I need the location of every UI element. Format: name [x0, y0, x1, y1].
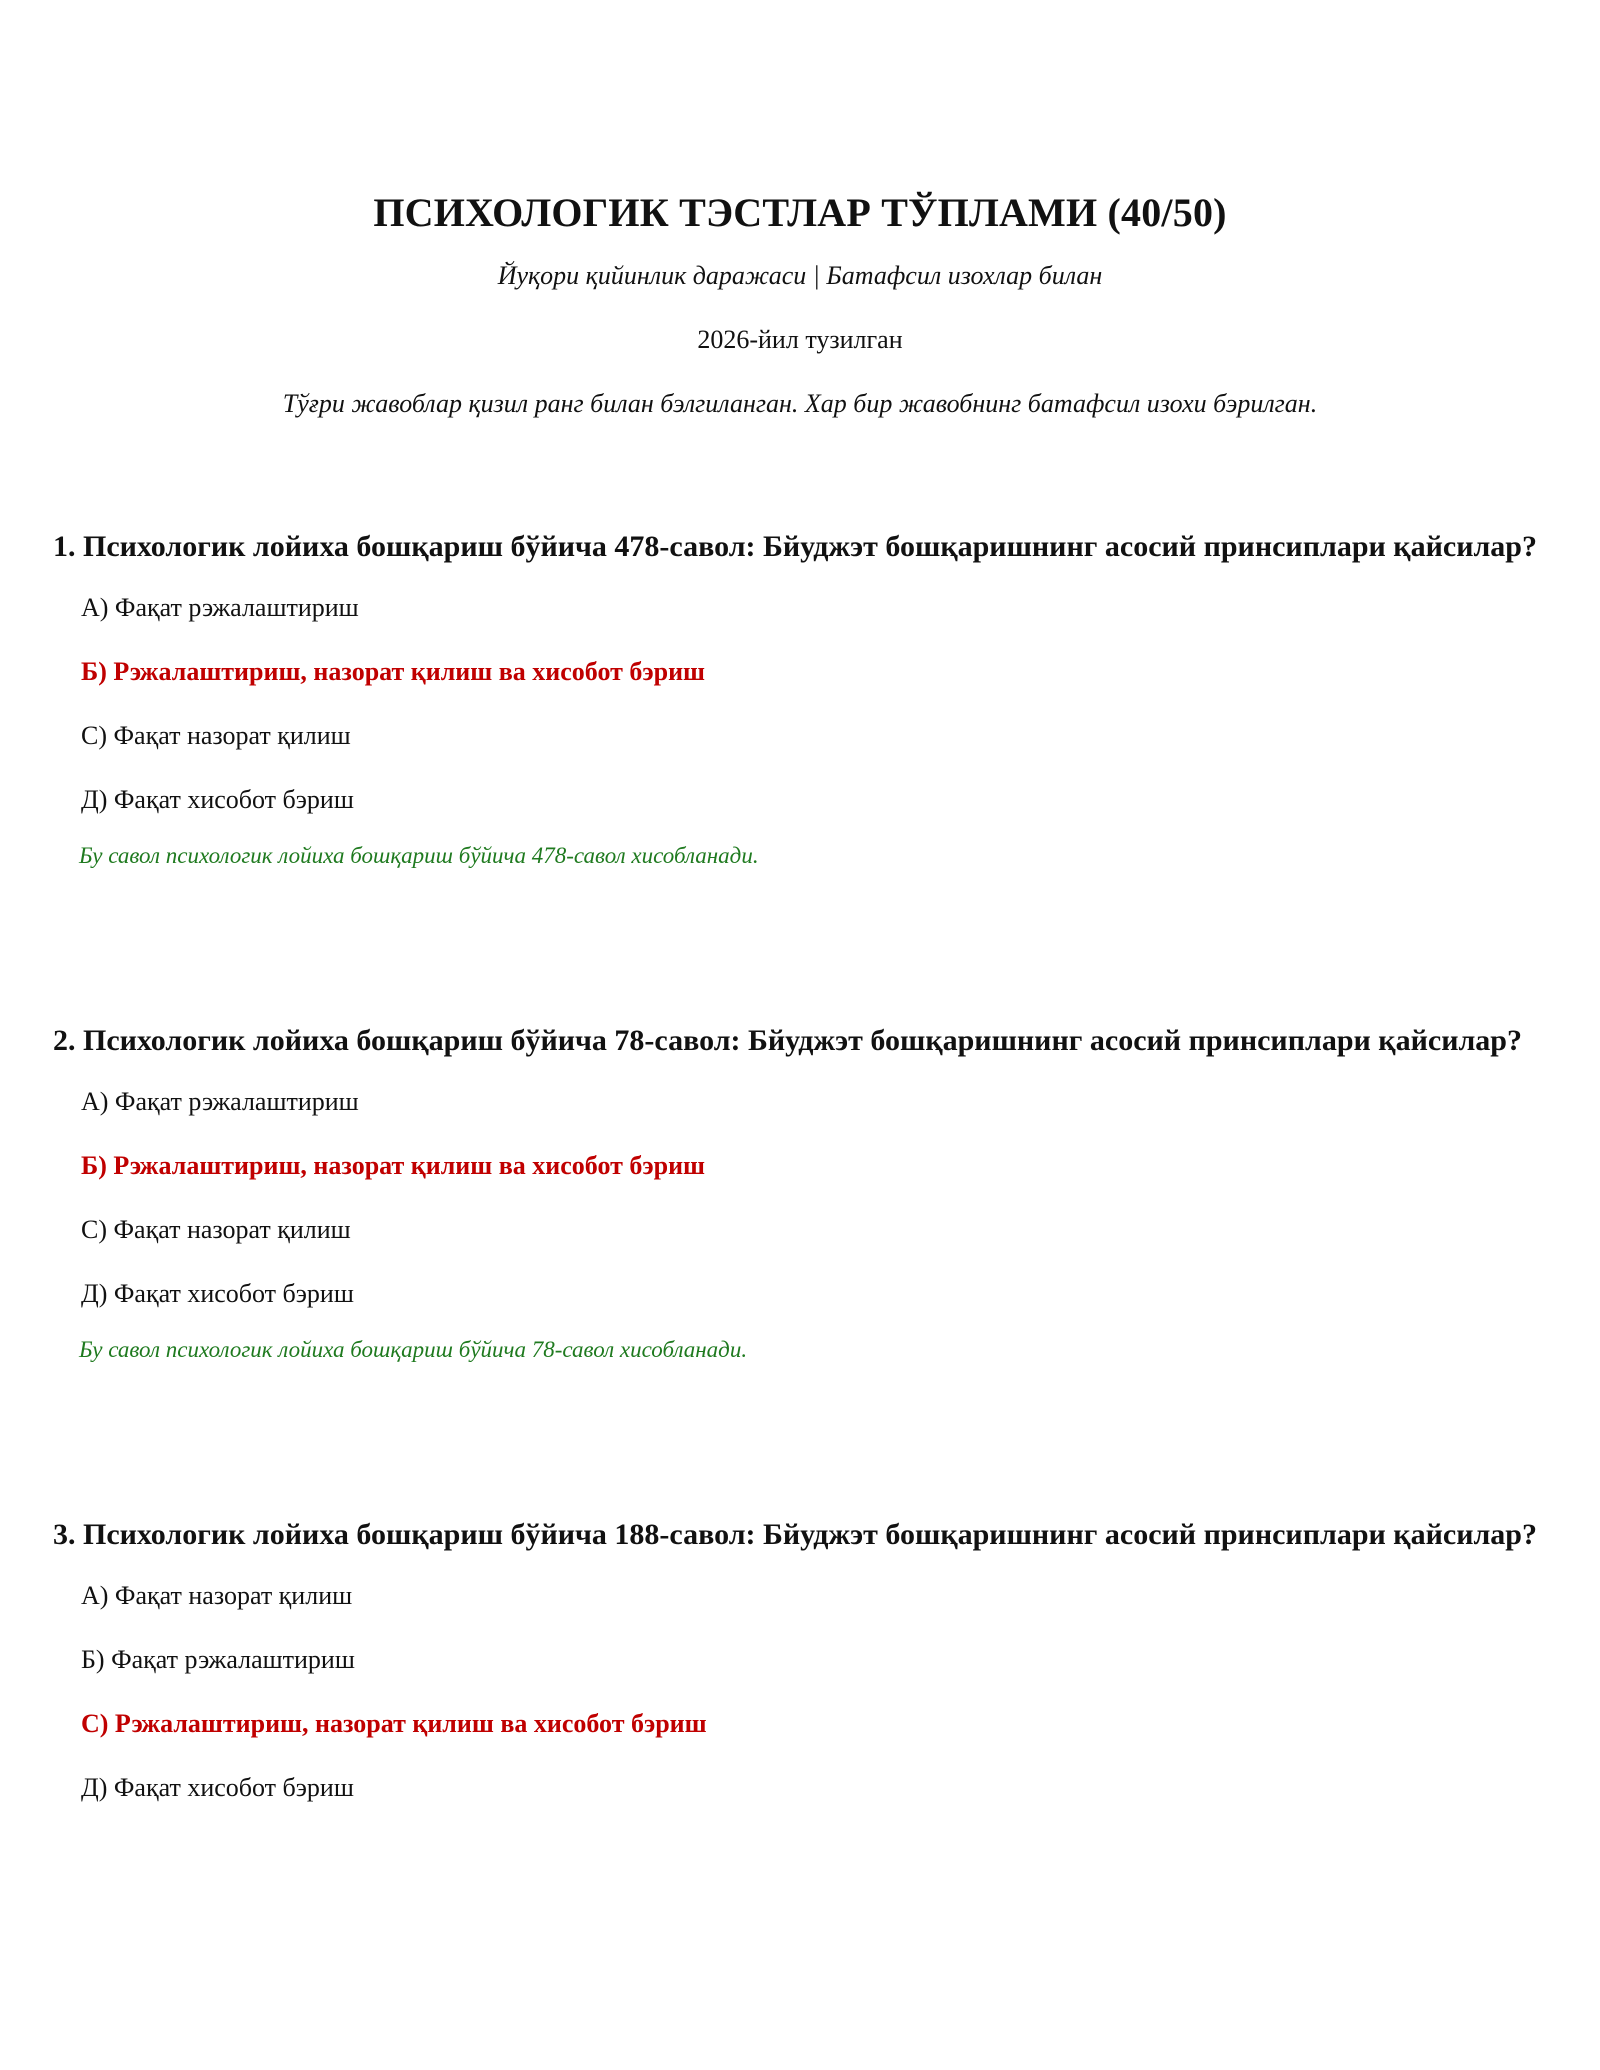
document-header	[0, 188, 1600, 422]
answer-options	[53, 1084, 1553, 1312]
question-text: 1. Психологик лойиха бошқариш бўйича 478-савол: Бйуджэт бошқаришнинг асосий принсиплари қайсилар?	[53, 530, 1537, 563]
question-text: 2. Психологик лойиха бошқариш бўйича 78-савол: Бйуджэт бошқаришнинг асосий принсиплари қайсилар?	[53, 1024, 1522, 1057]
answer-option-c: С) Фақат назорат қилиш	[81, 721, 351, 750]
answer-option-d: Д) Фақат хисобот бэриш	[81, 785, 354, 814]
answer-option-a: А) Фақат назорат қилиш	[81, 1581, 353, 1610]
answer-option-c: С) Фақат назорат қилиш	[81, 1215, 351, 1244]
document-date: 2026-йил тузилган	[697, 325, 903, 354]
answer-option-d: Д) Фақат хисобот бэриш	[81, 1773, 354, 1802]
answer-options	[53, 1578, 1553, 1806]
question-text: 3. Психологик лойиха бошқариш бўйича 188-савол: Бйуджэт бошқаришнинг асосий принсиплари қайсилар?	[53, 1518, 1537, 1551]
answer-option-c-correct: С) Рэжалаштириш, назорат қилиш ва хисобот бэриш	[81, 1709, 707, 1738]
question-2	[53, 1020, 1553, 1366]
question-3	[53, 1514, 1553, 1834]
document-title: ПСИХОЛОГИК ТЭСТЛАР ТЎПЛАМИ (40/50)	[373, 190, 1227, 235]
answer-option-b: Б) Фақат рэжалаштириш	[81, 1645, 355, 1674]
document-subtitle: Йуқори қийинлик даражаси | Батафсил изохлар билан	[497, 261, 1103, 290]
question-1	[53, 526, 1553, 872]
answer-option-a: А) Фақат рэжалаштириш	[81, 593, 359, 622]
answer-option-b-correct: Б) Рэжалаштириш, назорат қилиш ва хисобот бэриш	[81, 657, 705, 686]
answer-option-a: А) Фақат рэжалаштириш	[81, 1087, 359, 1116]
answer-option-d: Д) Фақат хисобот бэриш	[81, 1279, 354, 1308]
document-note: Тўғри жавоблар қизил ранг билан бэлгиланган. Хар бир жавобнинг батафсил изохи бэрилган.	[282, 389, 1318, 418]
answer-options	[53, 590, 1553, 818]
answer-explanation: Бу савол психологик лойиха бошқариш бўйича 78-савол хисобланади.	[79, 1337, 748, 1362]
answer-explanation: Бу савол психологик лойиха бошқариш бўйича 478-савол хисобланади.	[79, 843, 759, 868]
answer-option-b-correct: Б) Рэжалаштириш, назорат қилиш ва хисобот бэриш	[81, 1151, 705, 1180]
